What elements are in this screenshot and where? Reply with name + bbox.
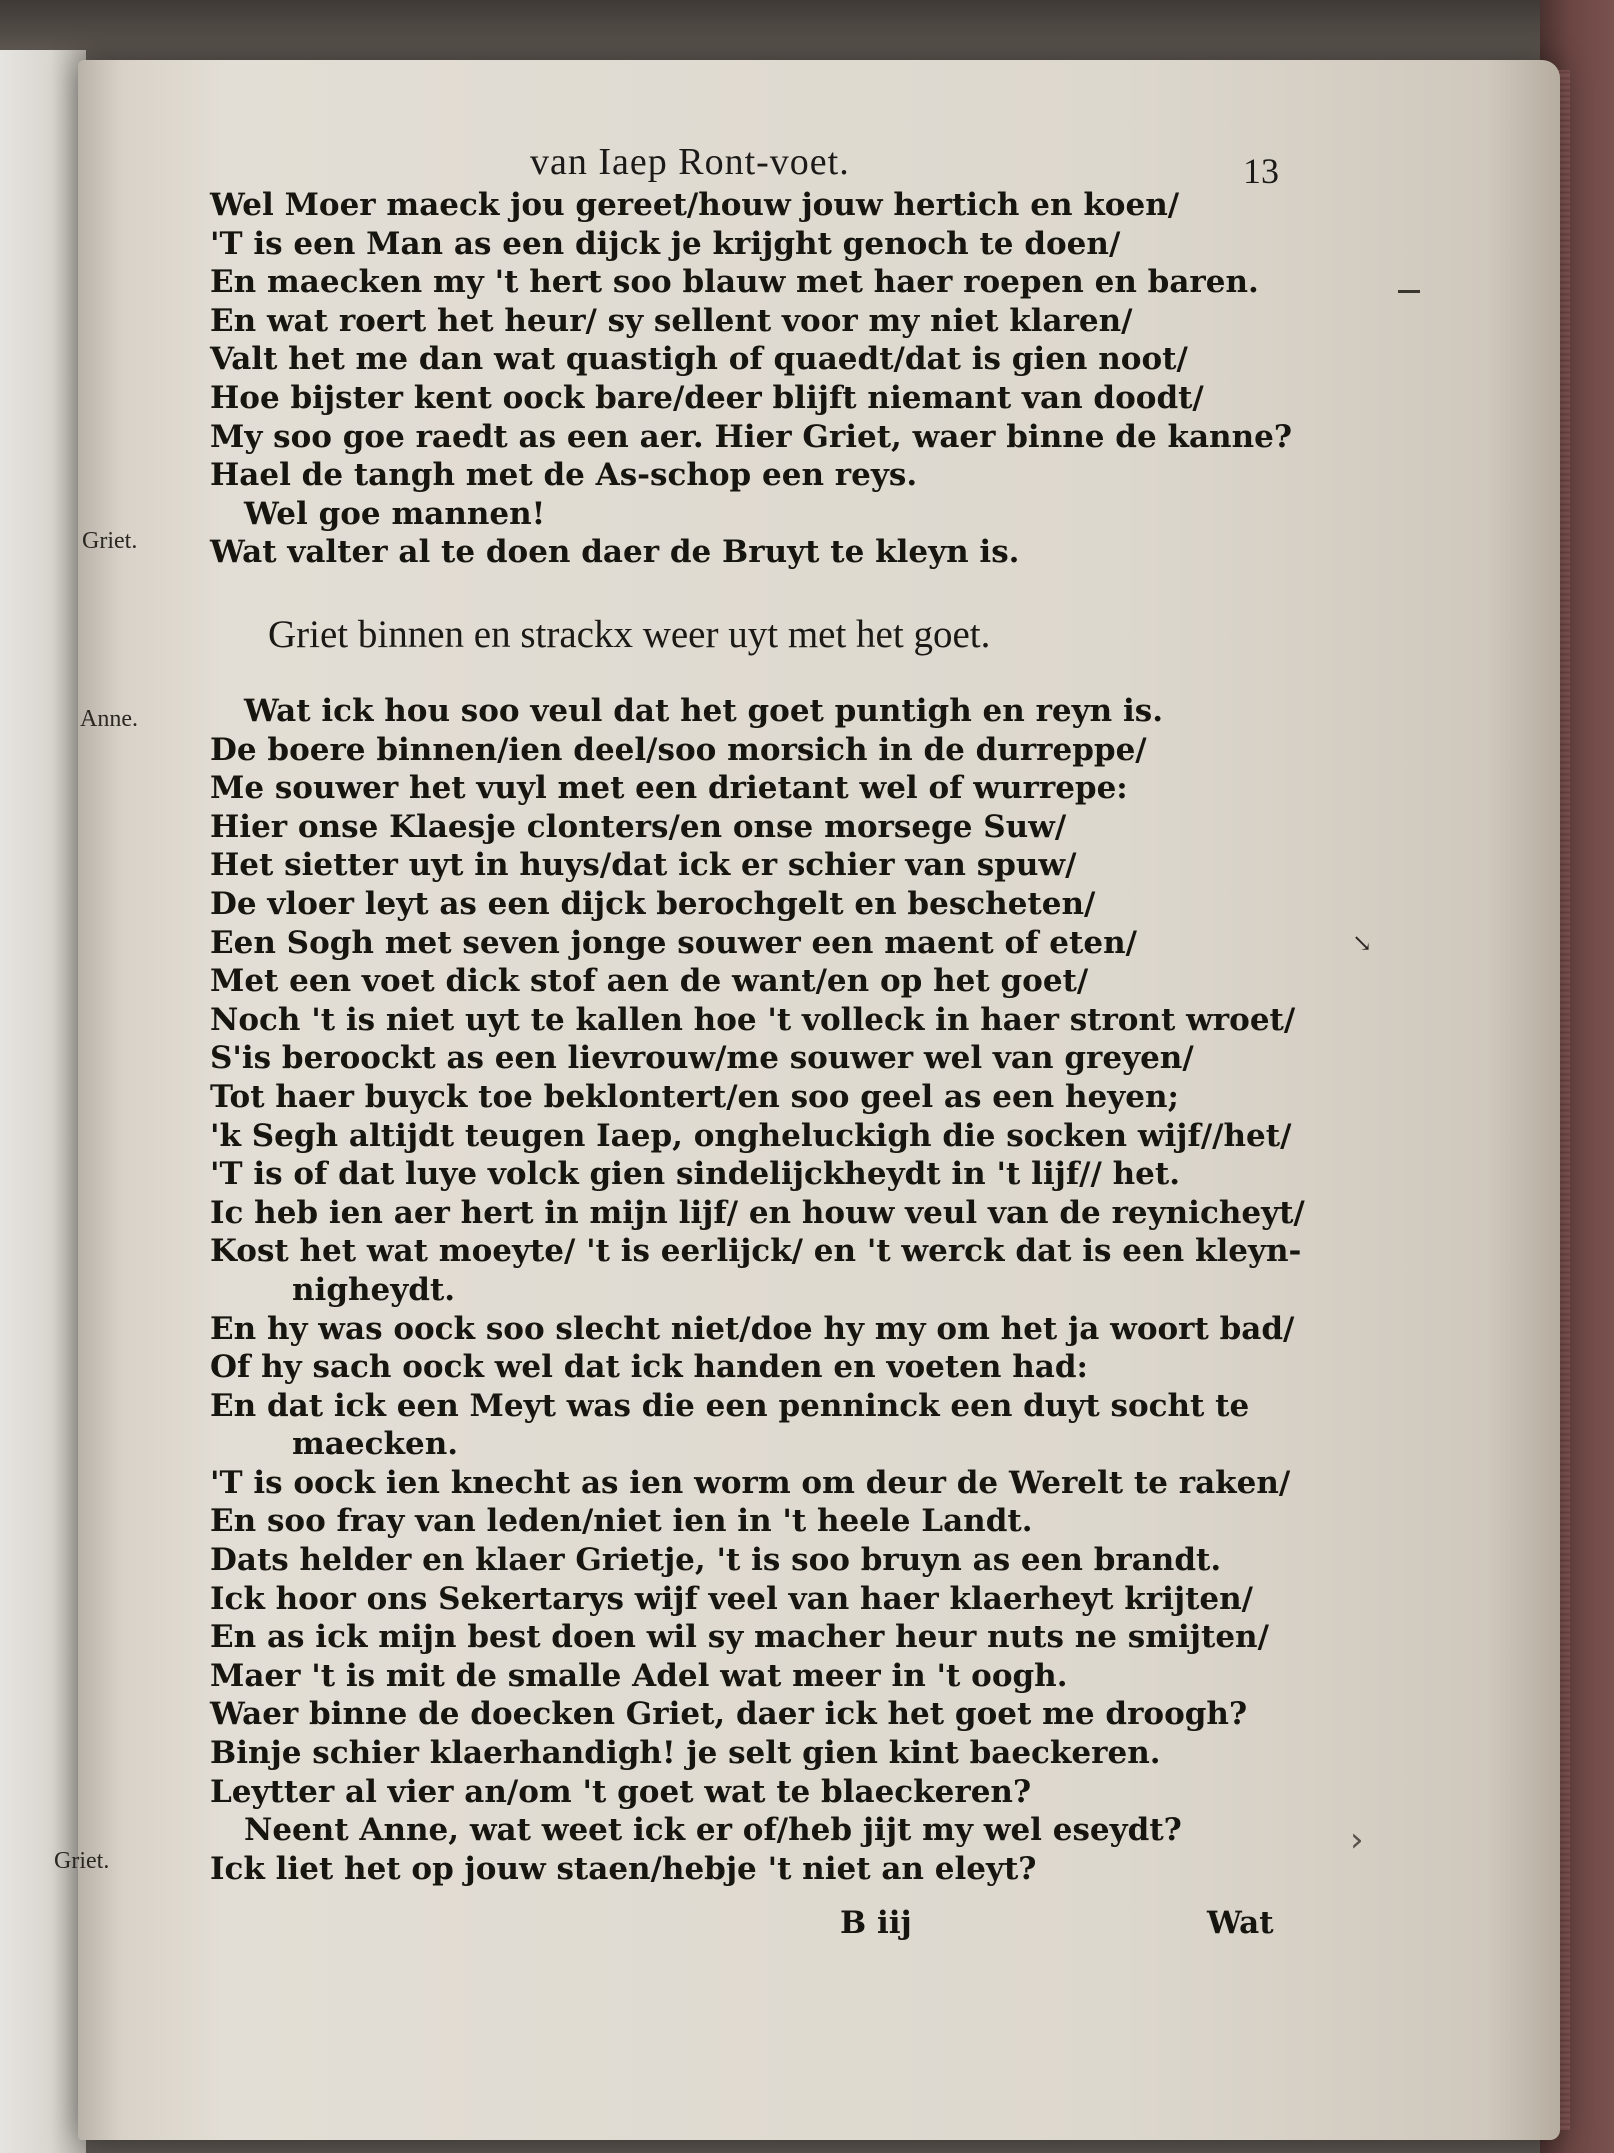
verse-line: En wat roert het heur/ sy sellent voor my niet klaren/ xyxy=(210,302,1133,339)
verse-line: En dat ick een Meyt was die een penninck een duyt socht te xyxy=(210,1387,1250,1424)
speaker-label-griet: Griet. xyxy=(82,528,138,554)
verse-line: En hy was oock soo slecht niet/doe hy my om het ja woort bad/ xyxy=(210,1310,1295,1347)
verse-line: Dats helder en klaer Grietje, 't is soo bruyn as een brandt. xyxy=(210,1542,1222,1579)
verse-line: 'T is een Man as een dijck je krijght genoch te doen/ xyxy=(210,225,1121,262)
verse-line: Hier onse Klaesje clonters/en onse morsege Suw/ xyxy=(210,808,1067,845)
verse-line: Wel Moer maeck jou gereet/houw jouw hertich en koen/ xyxy=(210,187,1180,223)
facing-page-edge xyxy=(0,50,86,2153)
verse-block-1 xyxy=(210,186,1310,572)
verse-line: 'k Segh altijdt teugen Iaep, ongheluckigh die socken wijf//het/ xyxy=(210,1117,1292,1154)
verse-line-continuation: maecken. xyxy=(292,1426,459,1463)
verse-line: S'is beroockt as een lievrouw/me souwer wel van greyen/ xyxy=(210,1040,1194,1077)
verse-line: Valt het me dan wat quastigh of quaedt/dat is gien noot/ xyxy=(210,341,1188,378)
verse-line: 'T is oock ien knecht as ien worm om deur de Werelt te raken/ xyxy=(210,1464,1291,1501)
verse-line: Kost het wat moeyte/ 't is eerlijck/ en 't werck dat is een kleyn- xyxy=(210,1233,1302,1270)
verse-line: My soo goe raedt as een aer. Hier Griet, waer binne de kanne? xyxy=(210,418,1293,455)
verse-line: Hael de tangh met de As-schop een reys. xyxy=(210,457,918,494)
margin-dash-mark xyxy=(1398,290,1420,293)
verse-line: Me souwer het vuyl met een drietant wel of wurrepe: xyxy=(210,770,1128,807)
verse-line: En soo fray van leden/niet ien in 't heele Landt. xyxy=(210,1503,1033,1540)
verse-block-2 xyxy=(210,692,1310,1888)
verse-line: Waer binne de doecken Griet, daer ick het goet me droogh? xyxy=(210,1696,1248,1733)
margin-stroke-mark: ↘ xyxy=(1352,929,1373,957)
chevron-right-icon: › xyxy=(1350,1820,1364,1860)
speaker-label-anne: Anne. xyxy=(80,706,138,732)
verse-line: Leytter al vier an/om 't goet wat te blaeckeren? xyxy=(210,1773,1032,1810)
verse-line: Tot haer buyck toe beklontert/en soo geel as een heyen; xyxy=(210,1078,1179,1115)
catchword: Wat xyxy=(1207,1905,1274,1941)
verse-line-continuation: nigheydt. xyxy=(292,1271,456,1308)
verse-line: Ick liet het op jouw staen/hebje 't niet an eleyt? xyxy=(210,1850,1037,1887)
verse-line: Ick hoor ons Sekertarys wijf veel van haer klaerheyt krijten/ xyxy=(210,1580,1253,1617)
verse-line: Wat ick hou soo veul dat het goet puntigh en reyn is. xyxy=(244,693,1163,729)
signature-mark: B iij xyxy=(840,1905,912,1941)
speaker-label-griet: Griet. xyxy=(54,1848,110,1874)
verse-line: Een Sogh met seven jonge souwer een maent of eten/ xyxy=(210,924,1137,961)
verse-line: Het sietter uyt in huys/dat ick er schier van spuw/ xyxy=(210,847,1077,884)
verse-line: Noch 't is niet uyt te kallen hoe 't volleck in haer stront wroet/ xyxy=(210,1001,1296,1038)
page-number: 13 xyxy=(1243,151,1279,191)
verse-line: Wat valter al te doen daer de Bruyt te kleyn is. xyxy=(210,534,1020,571)
verse-line: En maecken my 't hert soo blauw met haer roepen en baren. xyxy=(210,264,1259,301)
verse-line: En as ick mijn best doen wil sy macher heur nuts ne smijten/ xyxy=(210,1619,1269,1656)
verse-line: Ic heb ien aer hert in mijn lijf/ en houw veul van de reynicheyt/ xyxy=(210,1194,1305,1231)
verse-line: 'T is of dat luye volck gien sindelijckheydt in 't lijf// het. xyxy=(210,1156,1180,1193)
verse-line: Met een voet dick stof aen de want/en op het goet/ xyxy=(210,963,1089,1000)
running-head: van Iaep Ront-voet. xyxy=(530,141,850,183)
verse-line: Of hy sach oock wel dat ick handen en voeten had: xyxy=(210,1349,1088,1386)
stage-direction: Griet binnen en strackx weer uyt met het goet. xyxy=(268,613,991,656)
verse-line: Binje schier klaerhandigh! je selt gien kint baeckeren. xyxy=(210,1735,1161,1772)
verse-line: Neent Anne, wat weet ick er of/heb jijt my wel eseydt? xyxy=(244,1812,1182,1849)
verse-line: Wel goe mannen! xyxy=(244,495,546,532)
verse-line: De boere binnen/ien deel/soo morsich in de durreppe/ xyxy=(210,731,1147,768)
verse-line: De vloer leyt as een dijck berochgelt en bescheten/ xyxy=(210,885,1096,922)
verse-line: Hoe bijster kent oock bare/deer blijft niemant van doodt/ xyxy=(210,379,1204,416)
verse-line: Maer 't is mit de smalle Adel wat meer in 't oogh. xyxy=(210,1657,1068,1694)
